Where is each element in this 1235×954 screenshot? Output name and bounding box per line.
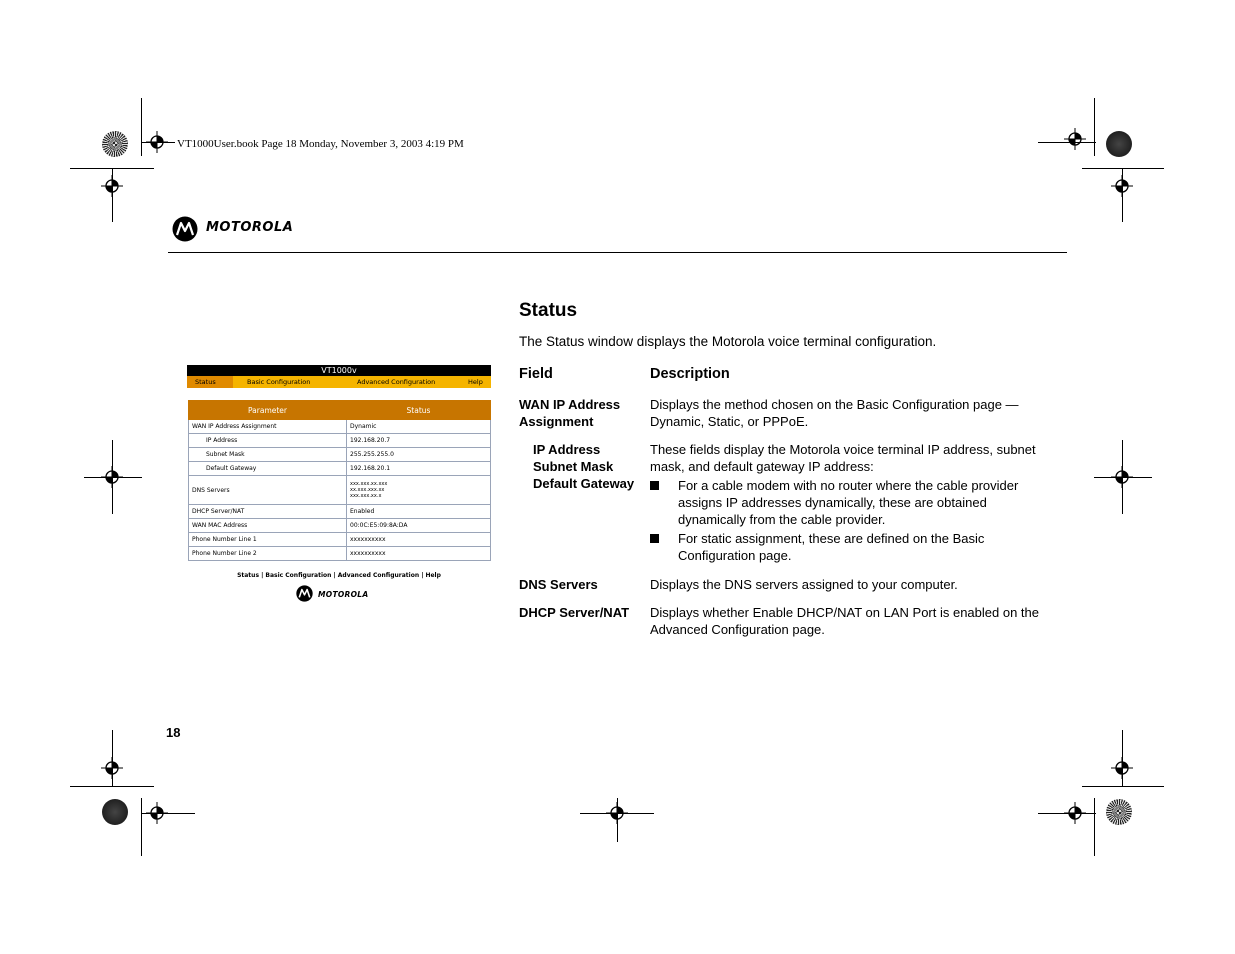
table-cell: 192.168.20.1 [347, 462, 491, 476]
bullet-square-icon [650, 534, 659, 543]
table-cell: IP Address [189, 434, 347, 448]
bullet-square-icon [650, 481, 659, 490]
table-cell: Default Gateway [189, 462, 347, 476]
table-row [189, 505, 491, 519]
starburst-mark-icon [102, 131, 128, 157]
header-rule [168, 252, 1067, 253]
intro-text: The Status window displays the Motorola voice terminal configuration. [519, 334, 937, 349]
table-cell: WAN IP Address Assignment [189, 420, 347, 434]
table-row [189, 519, 491, 533]
starburst-mark-icon [102, 799, 128, 825]
field-label: Assignment [519, 414, 594, 429]
bullet-text: For static assignment, these are defined on the Basic Configuration page. [678, 531, 985, 563]
column-header-description: Description [650, 366, 730, 382]
brand-name: MOTOROLA [206, 220, 294, 235]
field-label: WAN IP Address [519, 397, 621, 412]
desc-line: Displays whether Enable DHCP/NAT on LAN Port is enabled on the [650, 605, 1039, 620]
table-cell: xxxxxxxxxx [347, 533, 491, 547]
screenshot-brand: MOTOROLA [318, 590, 369, 599]
starburst-mark-icon [1106, 799, 1132, 825]
starburst-mark-icon [1106, 131, 1132, 157]
field-dns: DNS Servers [519, 577, 598, 592]
registration-crosshair-icon [146, 802, 168, 824]
bullet-text: For a cable modem with no router where the cable provider assigns IP addresses dynamically, these are obtained dynamically from the cable provider. [678, 478, 1019, 527]
registration-crosshair-icon [606, 802, 628, 824]
page-title: Status [519, 300, 578, 321]
screenshot-nav-basic: Basic Configuration [247, 378, 311, 386]
table-cell: 255.255.255.0 [347, 448, 491, 462]
desc-wan-ip [650, 396, 1060, 430]
registration-crosshair-icon [1111, 757, 1133, 779]
book-header-line: VT1000User.book Page 18 Monday, November 3, 2003 4:19 PM [177, 138, 464, 150]
screenshot-header-parameter: Parameter [189, 401, 347, 420]
dns-value-2: xx.xxx.xxx.xx [350, 487, 385, 493]
table-cell: DNS Servers [189, 476, 347, 505]
field-label: IP Address [533, 442, 601, 457]
field-dhcp: DHCP Server/NAT [519, 605, 630, 620]
screenshot-nav-status: Status [187, 376, 233, 388]
screenshot-nav-advanced: Advanced Configuration [357, 378, 436, 386]
field-wan-ip [519, 396, 620, 430]
field-ip-group [533, 441, 634, 492]
table-cell [347, 476, 491, 505]
desc-dhcp [650, 604, 1060, 638]
registration-crosshair-icon [1064, 128, 1086, 150]
screenshot-nav-bar [187, 376, 491, 388]
screenshot-status-table [188, 400, 491, 561]
table-row [189, 476, 491, 505]
table-cell: DHCP Server/NAT [189, 505, 347, 519]
registration-crosshair-icon [1111, 466, 1133, 488]
desc-line: These fields display the Motorola voice terminal IP address, subnet [650, 442, 1036, 457]
table-cell: 192.168.20.7 [347, 434, 491, 448]
desc-line: Displays the method chosen on the Basic Configuration page — [650, 397, 1019, 412]
screenshot-footer-links: Status | Basic Configuration | Advanced Configuration | Help [237, 572, 441, 579]
registration-crosshair-icon [101, 466, 123, 488]
dns-value-3: xxx.xxx.xx.x [350, 493, 382, 499]
motorola-logo-icon [172, 216, 198, 242]
table-cell: Dynamic [347, 420, 491, 434]
registration-crosshair-icon [146, 131, 168, 153]
motorola-logo-icon [296, 585, 313, 602]
table-cell: Enabled [347, 505, 491, 519]
status-window-screenshot [187, 365, 491, 599]
table-row [189, 420, 491, 434]
screenshot-title: VT1000v [187, 365, 491, 376]
screenshot-header-status: Status [347, 401, 491, 420]
field-label: Subnet Mask [533, 459, 614, 474]
table-row [189, 434, 491, 448]
column-header-field: Field [519, 366, 553, 382]
field-label: Default Gateway [533, 476, 635, 491]
page-number: 18 [166, 725, 181, 740]
desc-ip-group [650, 441, 1060, 475]
registration-crosshair-icon [101, 757, 123, 779]
table-cell: Phone Number Line 2 [189, 547, 347, 561]
registration-crosshair-icon [101, 175, 123, 197]
table-row [189, 533, 491, 547]
registration-crosshair-icon [1111, 175, 1133, 197]
table-cell: Phone Number Line 1 [189, 533, 347, 547]
dns-value-1: xxx.xxx.xx.xxx [350, 481, 388, 487]
table-cell: WAN MAC Address [189, 519, 347, 533]
desc-line: mask, and default gateway IP address: [650, 459, 874, 474]
screenshot-nav-help: Help [468, 378, 483, 386]
table-row [189, 448, 491, 462]
desc-dns: Displays the DNS servers assigned to your computer. [650, 577, 958, 592]
table-row [189, 462, 491, 476]
table-cell: 00:0C:E5:09:8A:DA [347, 519, 491, 533]
table-cell: xxxxxxxxxx [347, 547, 491, 561]
desc-line: Advanced Configuration page. [650, 622, 825, 637]
desc-line: Dynamic, Static, or PPPoE. [650, 414, 809, 429]
table-row [189, 547, 491, 561]
table-cell: Subnet Mask [189, 448, 347, 462]
registration-crosshair-icon [1064, 802, 1086, 824]
